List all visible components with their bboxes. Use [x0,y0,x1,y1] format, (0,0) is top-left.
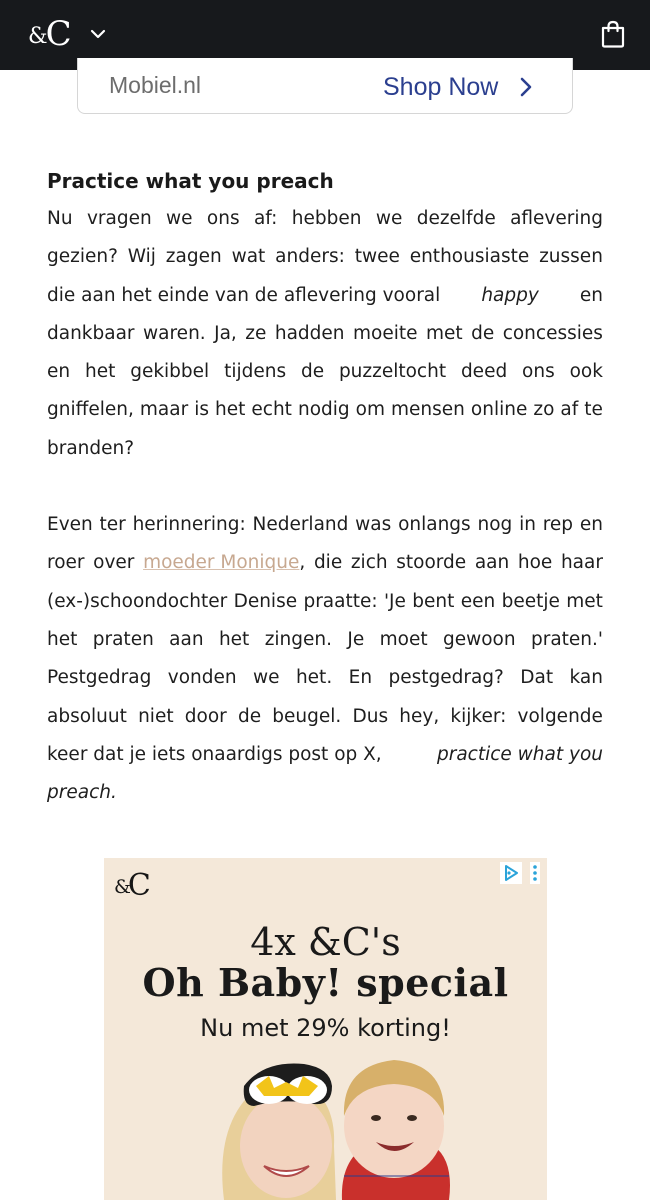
word: ons [522,361,555,383]
word: Ja, [214,322,237,344]
word: de [471,322,495,344]
word: absoluut [47,705,127,727]
word: kijker: [450,705,507,727]
text-line [47,391,603,429]
word: stoorde [396,552,467,574]
word: anders: [275,246,345,268]
moeder-monique-link[interactable]: moeder Monique [143,552,300,574]
site-logo[interactable]: &C [28,14,69,54]
word: concessies [502,322,603,344]
more-vertical-icon[interactable] [530,862,540,884]
word: Je [347,628,365,650]
text-line [47,544,603,582]
ad-banner-top[interactable] [77,58,573,114]
word: praten [92,628,154,650]
word: maar [139,399,189,421]
word: we [375,208,403,229]
text-line [47,200,603,238]
text-line [47,621,603,659]
word: mensen [391,399,465,421]
shop-now-button[interactable]: Shop Now [383,73,499,101]
text-line [47,506,603,544]
word: om [355,399,385,421]
word: volgende [517,705,603,727]
adchoices-icon[interactable] [500,862,522,884]
word: een [460,590,496,612]
word: het [84,361,116,383]
italic-word: happy [481,284,539,306]
word: vragen [86,208,152,229]
word: praten.' [530,628,603,650]
word: branden? [47,437,135,459]
paragraph-2 [47,506,603,812]
text-line [47,736,603,774]
word: die [313,552,343,574]
word: zussen [539,246,603,268]
word: zingen. [264,628,333,650]
word: Even [47,514,93,536]
word: Dus [352,705,389,727]
word: ter [99,514,126,536]
word: en [579,514,603,536]
word: zo [533,399,555,421]
word-group: keer dat je iets onaardigs post op X, [47,743,382,765]
word: wat [231,246,266,268]
word: het [218,628,250,650]
word: moet [379,628,428,650]
word: zich [350,552,388,574]
word: hadden [274,322,345,344]
shopping-bag-icon[interactable] [600,20,626,48]
promo-subtitle: Oh Baby! special [142,960,509,1005]
ad-brand-logo: &C [114,868,148,903]
word: puzzeltocht [338,361,447,383]
ad-photo [104,1046,547,1200]
word: twee [354,246,400,268]
word: waren. [143,322,206,344]
word: ons [206,208,240,229]
word: hebben [291,208,362,229]
word: niet [138,705,174,727]
paragraph-1 [47,200,603,468]
chevron-down-icon[interactable] [88,24,108,44]
chevron-right-icon[interactable] [517,76,535,98]
word: En [348,667,373,689]
word: aan [169,628,204,650]
text-line [47,583,603,621]
word: 'Je [383,590,406,612]
word: praatte: [303,590,378,612]
word: Nederland [252,514,349,536]
word: nodig [297,399,350,421]
word: tijdens [224,361,287,383]
word: echt [251,399,292,421]
word: Nu [47,208,73,229]
word: we [253,667,280,689]
word: vonden [167,667,237,689]
word: en [47,361,71,383]
word: online [470,399,528,421]
word: rep [542,514,574,536]
italic-word: preach. [47,782,117,804]
section-heading: Practice what you preach [47,169,334,193]
text-line [47,698,603,736]
article-body [47,162,603,812]
word: en [579,284,603,306]
word: zagen [165,246,222,268]
word: over [93,552,135,574]
word: haar [560,552,603,574]
word: aan [474,552,510,574]
word: af: [253,208,278,229]
word: hey, [399,705,440,727]
text-line [47,238,603,276]
word: te [584,399,603,421]
ad-banner-oh-baby[interactable] [104,858,547,1200]
word: in [519,514,536,536]
word: gekibbel [130,361,210,383]
word: met [566,590,603,612]
word: met [425,322,463,344]
italic-phrase: practice what you [436,743,603,765]
word: herinnering: [132,514,246,536]
word-group: die aan het einde van de aflevering vooral [47,284,441,306]
text-line [47,353,603,391]
promo-title: 4x &C's [250,920,401,964]
ad-advertiser: Mobiel.nl [109,72,202,98]
word: (ex-)schoondochter [47,590,228,612]
word: roer [47,552,85,574]
word: enthousiaste [409,246,530,268]
word: de [237,705,262,727]
word: gniffelen, [47,399,134,421]
word: is [194,399,209,421]
word: door [184,705,227,727]
text-line [47,774,603,812]
word: moeite [352,322,418,344]
promo-discount: Nu met 29% korting! [200,1014,451,1042]
word: was [355,514,392,536]
word: Denise [233,590,298,612]
word: onlangs [398,514,471,536]
text-line [47,430,603,468]
word: beugel. [272,705,342,727]
word: we [166,208,193,229]
word: Dat [520,667,554,689]
word: gewoon [442,628,516,650]
text-line [47,277,603,315]
word: het. [295,667,333,689]
word: het [215,399,246,421]
word: gezien? [47,246,118,268]
word: beetje [501,590,560,612]
word: , [299,552,306,574]
word: deed [460,361,508,383]
text-line [47,315,603,353]
word: pestgedrag? [388,667,504,689]
word: dankbaar [47,322,135,344]
word: de [300,361,325,383]
text-line [47,659,603,697]
word: ook [569,361,603,383]
word: bent [412,590,455,612]
word: aflevering [510,208,603,229]
word: het [47,628,78,650]
word: kan [569,667,603,689]
word: ze [245,322,267,344]
word: dezelfde [416,208,496,229]
word: Pestgedrag [47,667,152,689]
link-group [143,544,305,582]
word: hoe [517,552,553,574]
word: af [560,399,579,421]
word: Wij [127,246,156,268]
word: nog [477,514,513,536]
